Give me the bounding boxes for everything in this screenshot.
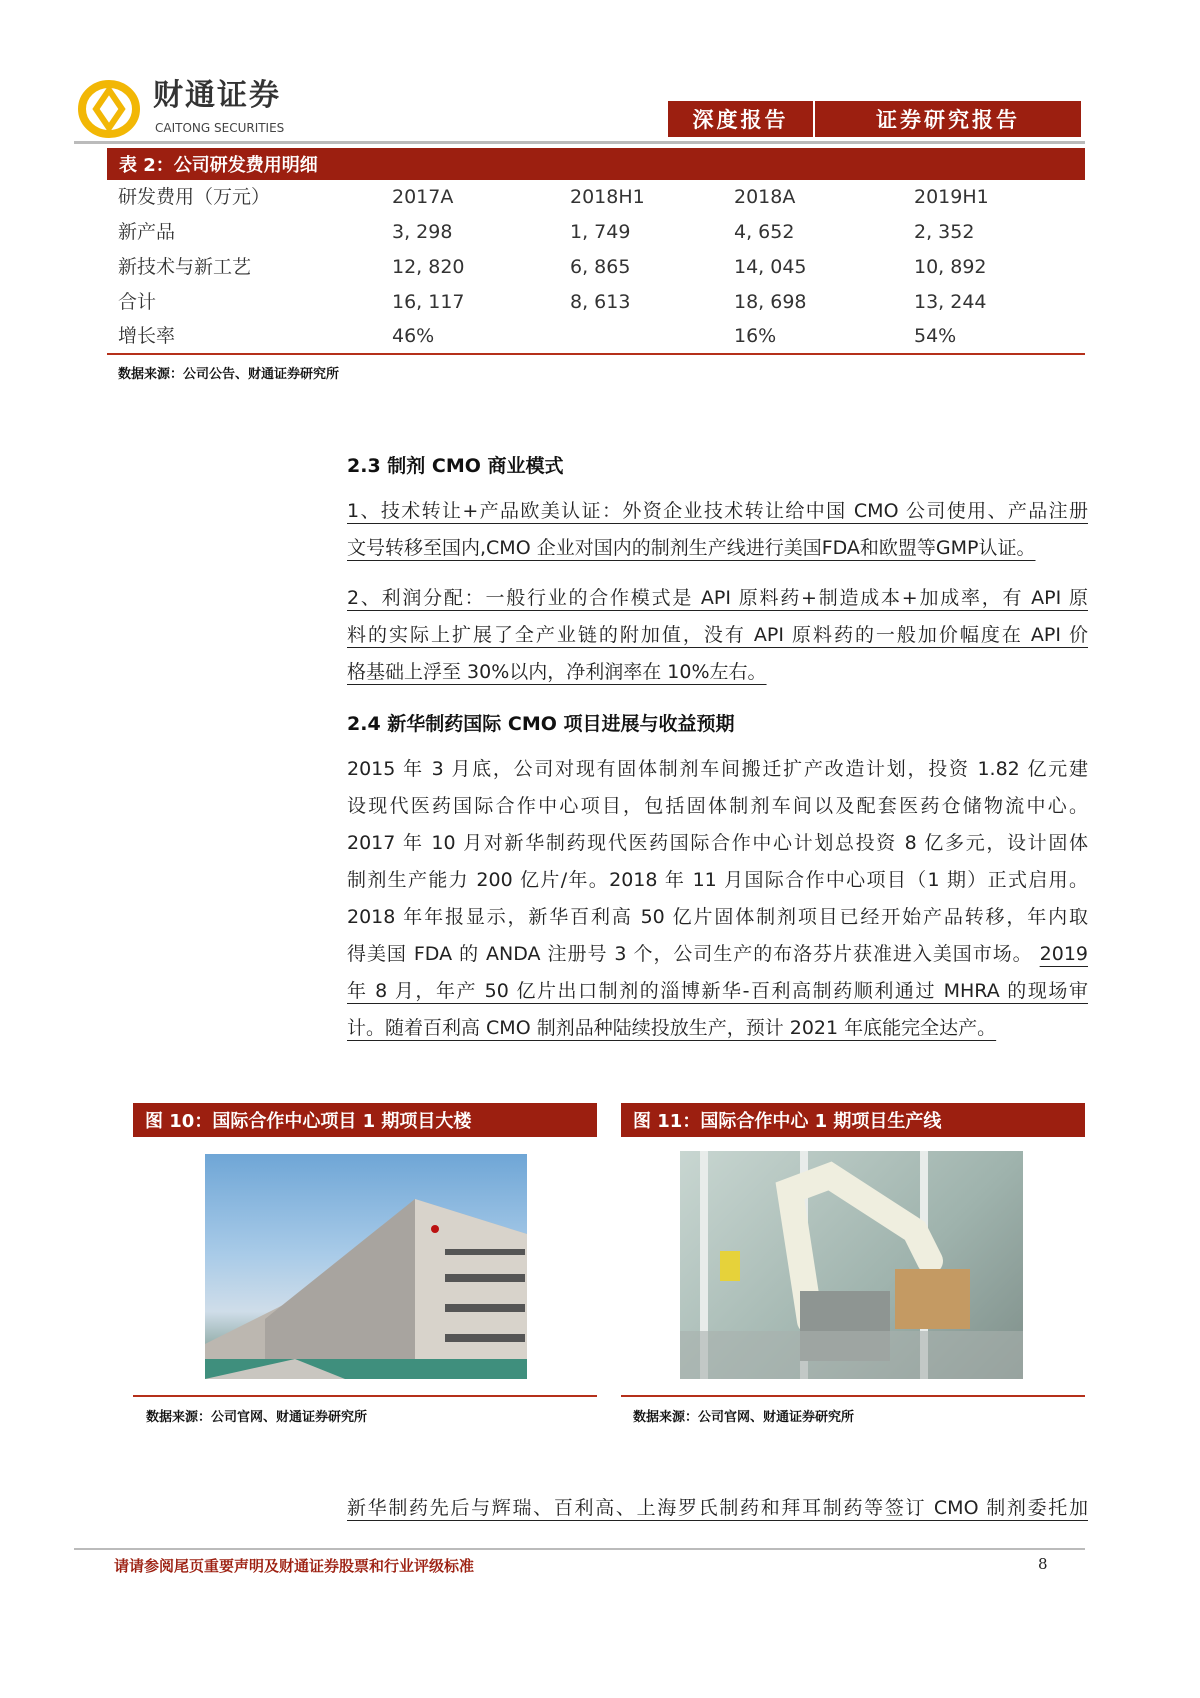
paragraph-line: 年 8 月，年产 50 亿片出口制剂的淄博新华-百利高制药顺利通过 MHRA 的现场审 [347, 980, 1088, 1002]
table-title: 表 2：公司研发费用明细 [107, 148, 1085, 180]
table-cell: 6, 865 [570, 256, 631, 278]
brand-name-en: CAITONG SECURITIES [155, 121, 285, 135]
table-cell: 16, 117 [392, 291, 465, 313]
paragraph-line: 制剂生产能力 200 亿片/年。2018 年 11 月国际合作中心项目（1 期）正式启用。 [347, 869, 1088, 891]
brand-name-cn: 财通证券 [153, 78, 281, 113]
table-cell: 10, 892 [914, 256, 987, 278]
figure-11-rule [621, 1395, 1085, 1397]
table-cell: 54% [914, 325, 957, 347]
caitong-logo-icon [78, 80, 140, 138]
footer-disclaimer: 请请参阅尾页重要声明及财通证券股票和行业评级标准 [114, 1557, 475, 1575]
figure-10-source: 数据来源：公司官网、财通证券研究所 [146, 1410, 368, 1425]
section-2-4-heading: 2.4 新华制药国际 CMO 项目进展与收益预期 [347, 713, 735, 735]
figure-10-rule [133, 1395, 597, 1397]
paragraph-text: 得美国 FDA 的 ANDA 注册号 3 个，公司生产的布洛芬片获准进入美国市场。 [347, 943, 1033, 965]
table-cell: 1, 749 [570, 221, 631, 243]
tab-securities-research-report: 证券研究报告 [815, 101, 1081, 137]
paragraph-text-underlined: 2019 [1039, 943, 1088, 965]
paragraph-line: 2、利润分配：一般行业的合作模式是 API 原料药+制造成本+加成率，有 API 原 [347, 587, 1088, 609]
page-number: 8 [1038, 1555, 1048, 1573]
paragraph-line: 文号转移至国内,CMO 企业对国内的制剂生产线进行美国FDA和欧盟等GMP认证。 [347, 537, 1036, 559]
paragraph-line: 料的实际上扩展了全产业链的附加值，没有 API 原料药的一般加价幅度在 API 价 [347, 624, 1088, 646]
table-cell: 增长率 [118, 325, 176, 347]
table-bottom-rule [107, 353, 1085, 355]
header-cell: 2017A [392, 186, 454, 208]
table-cell: 14, 045 [734, 256, 807, 278]
tab-in-depth-report: 深度报告 [668, 101, 813, 137]
table-cell: 8, 613 [570, 291, 631, 313]
paragraph-line: 新华制药先后与辉瑞、百利高、上海罗氏制药和拜耳制药等签订 CMO 制剂委托加 [347, 1497, 1088, 1519]
paragraph-line: 1、技术转让+产品欧美认证：外资企业技术转让给中国 CMO 公司使用、产品注册 [347, 500, 1088, 522]
paragraph-line: 2018 年年报显示，新华百利高 50 亿片固体制剂项目已经开始产品转移，年内取 [347, 906, 1088, 928]
table-cell: 合计 [118, 291, 157, 313]
paragraph-line: 设现代医药国际合作中心项目，包括固体制剂车间以及配套医药仓储物流中心。 [347, 795, 1088, 817]
production-line-photo [680, 1151, 1023, 1379]
figure-11-source: 数据来源：公司官网、财通证券研究所 [633, 1410, 855, 1425]
paragraph-line: 计。随着百利高 CMO 制剂品种陆续投放生产，预计 2021 年底能完全达产。 [347, 1017, 997, 1039]
section-2-3-heading: 2.3 制剂 CMO 商业模式 [347, 455, 564, 477]
paragraph-line: 格基础上浮至 30%以内，净利润率在 10%左右。 [347, 661, 767, 683]
header-cell: 2018H1 [570, 186, 645, 208]
header-divider [74, 141, 1085, 144]
table-cell: 3, 298 [392, 221, 453, 243]
table-cell: 16% [734, 325, 777, 347]
table-cell: 2, 352 [914, 221, 975, 243]
paragraph-line: 2015 年 3 月底，公司对现有固体制剂车间搬迁扩产改造计划，投资 1.82 亿元建 [347, 758, 1088, 780]
building-photo [205, 1154, 527, 1379]
header-cell: 2019H1 [914, 186, 989, 208]
footer-divider [74, 1548, 1085, 1550]
table-cell: 4, 652 [734, 221, 795, 243]
figure-11-title: 图 11：国际合作中心 1 期项目生产线 [621, 1103, 1085, 1137]
header-cell: 2018A [734, 186, 796, 208]
table-cell: 12, 820 [392, 256, 465, 278]
table-cell: 新技术与新工艺 [118, 256, 252, 278]
paragraph-line: 2017 年 10 月对新华制药现代医药国际合作中心计划总投资 8 亿多元，设计固体 [347, 832, 1088, 854]
table-cell: 18, 698 [734, 291, 807, 313]
table-cell: 46% [392, 325, 435, 347]
table-cell: 13, 244 [914, 291, 987, 313]
paragraph-line [347, 936, 1088, 973]
table-source: 数据来源：公司公告、财通证券研究所 [118, 367, 340, 382]
figure-10-title: 图 10：国际合作中心项目 1 期项目大楼 [133, 1103, 597, 1137]
table-cell: 新产品 [118, 221, 176, 243]
header-cell: 研发费用（万元） [118, 186, 271, 208]
